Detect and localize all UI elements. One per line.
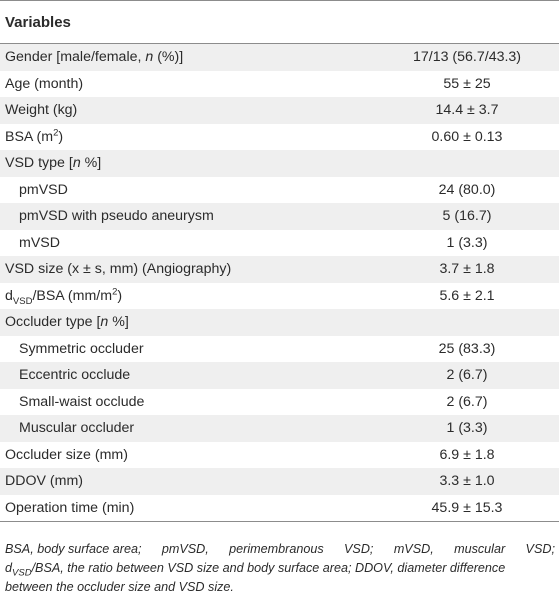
table-row: [0, 309, 559, 336]
row-label: Age (month): [5, 75, 84, 92]
table-header: [0, 1, 559, 43]
table-row: [0, 336, 559, 363]
row-label: DDOV (mm): [5, 473, 84, 490]
row-label: Eccentric occlude: [19, 367, 131, 384]
row-value: 1 (3.3): [446, 420, 488, 437]
row-label: pmVSD: [19, 181, 68, 198]
row-value: 2 (6.7): [446, 393, 488, 410]
row-label: mVSD: [19, 234, 60, 251]
row-label: VSD type [n %]: [5, 155, 102, 172]
table-row: [0, 203, 559, 230]
row-value: 24 (80.0): [438, 181, 496, 198]
row-value: 3.3 ± 1.0: [439, 473, 495, 490]
table-row: [0, 150, 559, 177]
table-row: [0, 230, 559, 257]
footnote-line-2: $d_{VSD}$/BSA, the ratio between VSD size and body surface area; DDOV, diameter difference: [5, 561, 506, 579]
bottom-rule: [0, 521, 559, 522]
table-row: [0, 71, 559, 98]
row-value: 2 (6.7): [446, 367, 488, 384]
table-row: [0, 389, 559, 416]
row-value: 45.9 ± 15.3: [431, 499, 503, 516]
table-row: [0, 468, 559, 495]
row-value: 6.9 ± 1.8: [439, 446, 495, 463]
table-row: [0, 442, 559, 469]
table-row: [0, 362, 559, 389]
row-label: Weight (kg): [5, 102, 78, 119]
table-row: [0, 256, 559, 283]
table-row: [0, 97, 559, 124]
row-label: Muscular occluder: [19, 420, 135, 437]
row-label: Symmetric occluder: [19, 340, 144, 357]
row-label: $d_{VSD}$/BSA $(mm/m^2)$: [5, 286, 123, 307]
row-label: BSA $(m^2)$: [5, 127, 64, 145]
row-label: Occluder type [n %]: [5, 314, 129, 331]
table-row: [0, 283, 559, 310]
row-value: 25 (83.3): [438, 340, 496, 357]
row-value: 5 (16.7): [442, 208, 492, 225]
row-value: 14.4 ± 3.7: [435, 102, 499, 119]
table-row: [0, 124, 559, 151]
row-value: 55 ± 25: [443, 75, 491, 92]
row-value: 1 (3.3): [446, 234, 488, 251]
table-row: [0, 44, 559, 71]
row-value: 5.6 ± 2.1: [439, 287, 495, 304]
row-value: 0.60 ± 0.13: [431, 128, 503, 145]
table-row: [0, 177, 559, 204]
footnote-line-1: BSA, body surface area; pmVSD, perimembranous VSD; mVSD, muscular VSD;: [5, 542, 555, 556]
row-value: 17/13 (56.7/43.3): [412, 49, 522, 66]
table-row: [0, 495, 559, 522]
row-label: VSD size (x ± s, mm) (Angiography): [5, 261, 232, 278]
row-label: Small-waist occlude: [19, 393, 145, 410]
row-label: pmVSD with pseudo aneurysm: [19, 208, 214, 225]
table-footnote: [5, 540, 555, 597]
row-label: Operation time (min): [5, 499, 135, 516]
row-label: Occluder size (mm): [5, 446, 128, 463]
table-row: [0, 415, 559, 442]
footnote-line-3: between the occluder size and VSD size.: [5, 580, 234, 594]
row-label: Gender [male/female, n (%)]: [5, 49, 184, 66]
header-variables: Variables: [5, 13, 71, 31]
row-value: 3.7 ± 1.8: [439, 261, 495, 278]
